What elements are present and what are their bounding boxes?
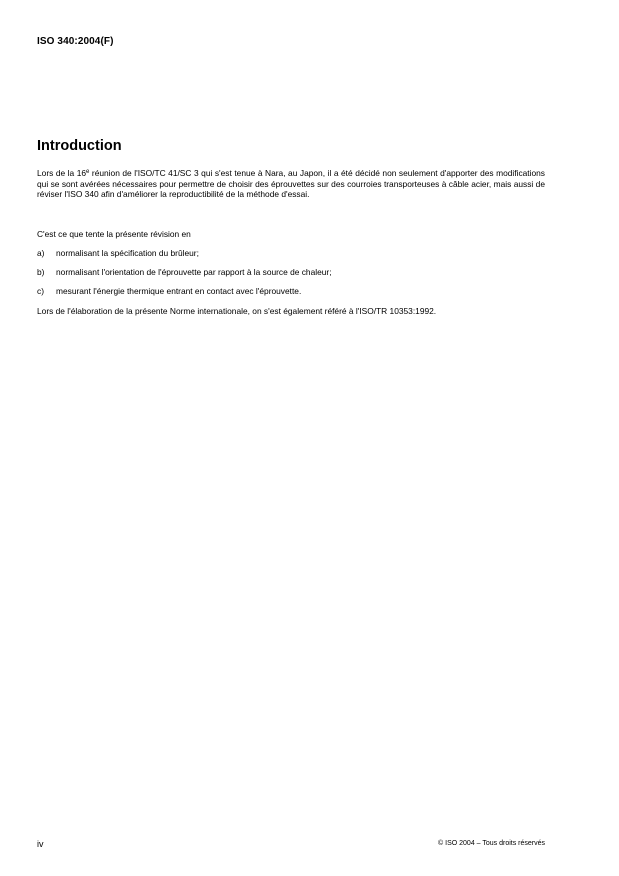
section-title: Introduction	[37, 138, 122, 154]
list-item	[37, 248, 545, 259]
list-item	[37, 267, 545, 278]
list-marker: c)	[37, 286, 44, 296]
intro-paragraph-1	[37, 168, 545, 200]
page-number: iv	[37, 839, 44, 849]
list-item-text: mesurant l'énergie thermique entrant en contact avec l'éprouvette.	[56, 286, 302, 296]
document-id: ISO 340:2004(F)	[37, 36, 114, 47]
intro-paragraph-3: Lors de l'élaboration de la présente Norme internationale, on s'est également référé à l'ISO/TR 10353:1992.	[37, 306, 437, 316]
revision-list	[37, 248, 545, 305]
list-item	[37, 286, 545, 297]
list-item-text: normalisant la spécification du brûleur;	[56, 248, 199, 258]
list-marker: b)	[37, 267, 45, 277]
ordinal-superscript: e	[86, 169, 90, 175]
intro-paragraph-2: C'est ce que tente la présente révision en	[37, 229, 191, 239]
intro-paragraph-1-rest: réunion de l'ISO/TC 41/SC 3 qui s'est tenue à Nara, au Japon, il a été décidé non seulement d'apporter des modifications qui se sont avérées nécessaires pour permettre de choisir des éprouvettes sur des courroies transporteuses à câble acier, mais aussi de réviser l'ISO 340 afin d'améliorer la reproductibilité de la méthode d'essai.	[37, 168, 545, 199]
list-marker: a)	[37, 248, 45, 258]
intro-paragraph-1-start: Lors de la 16	[37, 168, 87, 178]
copyright-notice: © ISO 2004 – Tous droits réservés	[438, 840, 545, 847]
list-item-text: normalisant l'orientation de l'éprouvette par rapport à la source de chaleur;	[56, 267, 332, 277]
